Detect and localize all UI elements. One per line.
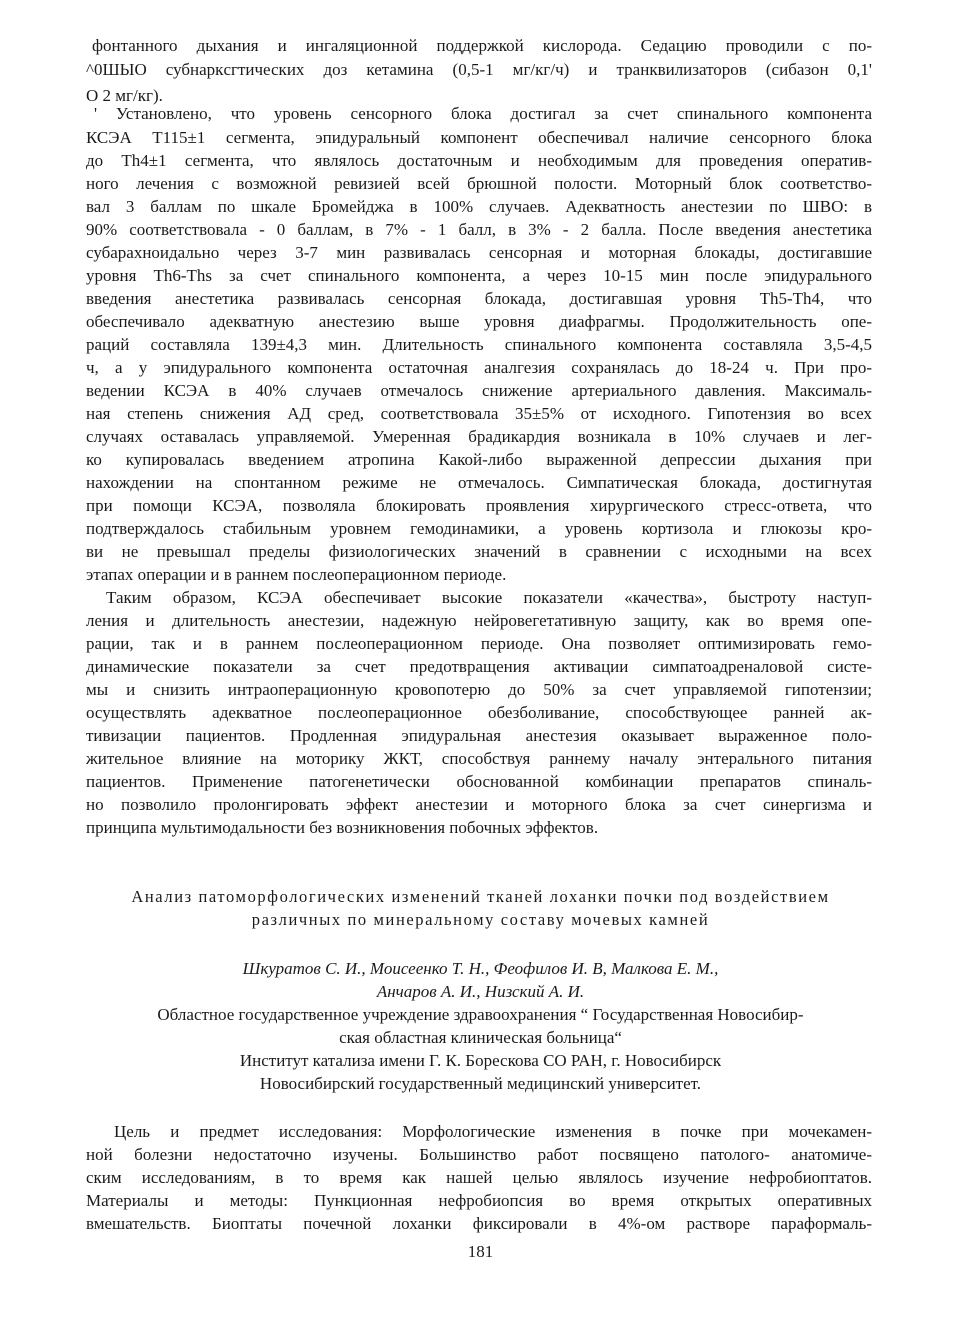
- body-text-line: динамические показатели за счет предотвращения активации симпатоадреналовой систе-: [86, 657, 872, 676]
- body-text-line: мы и снизить интраоперационную кровопотерю до 50% за счет управляемой гипотензии;: [86, 680, 872, 699]
- body-text-line: но позволило пролонгировать эффект анестезии и моторного блока за счет синергизма и: [86, 795, 872, 814]
- body-text-line: ления и длительность анестезии, надежную нейровегетативную защиту, как во время опе-: [86, 611, 872, 630]
- body-text-line: ' Установлено, что уровень сенсорного блока достигал за счет спинального компонента: [94, 104, 872, 123]
- body-text-line: подтверждалось стабильным уровнем гемодинамики, а уровень кортизола и глюкозы кро-: [86, 519, 872, 538]
- body-text-line: вал 3 баллам по шкале Бромейджа в 100% случаев. Адекватность анестезии по ШВО: в: [86, 197, 872, 216]
- body-text-line: вмешательств. Биоптаты почечной лоханки фиксировали в 4%-ом растворе параформаль-: [86, 1214, 872, 1233]
- body-text-line: пациентов. Применение патогенетически обоснованной комбинации препаратов спиналь-: [86, 772, 872, 791]
- body-text-line: Материалы и методы: Пункционная нефробиопсия во время открытых оперативных: [86, 1191, 872, 1210]
- article-title-line: различных по минеральному составу мочевых камней: [251, 910, 710, 929]
- body-text-line: Таким образом, КСЭА обеспечивает высокие показатели «качества», быстроту наступ-: [106, 588, 872, 607]
- article-title-line: Анализ патоморфологических изменений тканей лоханки почки под воздействием: [131, 887, 830, 906]
- body-text-line: ч, а у эпидурального компонента остаточная аналгезия сохранялась до 18-24 ч. При про-: [86, 358, 872, 377]
- affiliation-line: Новосибирский государственный медицинский университет.: [259, 1074, 702, 1093]
- body-text-line: ^0ШЫО субнаркcгтических доз кетамина (0,5-1 мг/кг/ч) и транквилизаторов (сибазон 0,1': [86, 60, 872, 79]
- body-text-line: 90% соответствовала - 0 баллам, в 7% - 1 балл, в 3% - 2 балла. После введения анестетика: [86, 220, 872, 239]
- body-text-line: этапах операции и в раннем послеоперационном периоде.: [86, 565, 507, 584]
- body-text-line: КСЭА Т115±1 сегмента, эпидуральный компонент обеспечивал наличие сенсорного блока: [86, 128, 872, 147]
- body-text-line: тивизации пациентов. Продленная эпидуральная анестезия оказывает выраженное поло-: [86, 726, 872, 745]
- body-text-line: ной болезни недостаточно изучены. Большинство работ посвящено патолого- анатомиче-: [86, 1145, 872, 1164]
- body-text-line: фонтанного дыхания и ингаляционной поддержкой кислорода. Седацию проводили с по-: [92, 36, 872, 55]
- body-text-line: обеспечивало адекватную анестезию выше уровня диафрагмы. Продолжительность опе-: [86, 312, 872, 331]
- body-text-line: раций составляла 139±4,3 мин. Длительность спинального компонента составляла 3,5-4,5: [86, 335, 872, 354]
- body-text-line: осуществлять адекватное послеоперационное обезболивание, способствующее ранней ак-: [86, 703, 872, 722]
- authors-line: Шкуратов С. И., Моисеенко Т. Н., Феофилов И. В, Малкова Е. М.,: [242, 959, 719, 978]
- body-text-line: субарахноидально через 3-7 мин развивалась сенсорная и моторная блокады, достигавшие: [86, 243, 872, 262]
- body-text-line: О 2 мг/кг).: [86, 86, 163, 105]
- body-text-line: ного лечения с возможной ревизией всей брюшной полости. Моторный блок соответство-: [86, 174, 872, 193]
- body-text-line: ведении КСЭА в 40% случаев отмечалось снижение артериального давления. Максималь-: [86, 381, 872, 400]
- body-text-line: ским исследованиям, в то время как нашей целью являлось изучение нефробиоптатов.: [86, 1168, 872, 1187]
- body-text-line: до Th4±1 сегмента, что являлось достаточным и необходимым для проведения оператив-: [86, 151, 872, 170]
- body-text-line: жительное влияние на моторику ЖКТ, способствуя раннему началу энтерального питания: [86, 749, 872, 768]
- authors-line: Анчаров А. И., Низский А. И.: [376, 982, 585, 1001]
- affiliation-line: ская областная клиническая больница“: [339, 1028, 622, 1047]
- body-text-line: случаях оставалась управляемой. Умеренная брадикардия возникала в 10% случаев и лег-: [86, 427, 872, 446]
- body-text-line: Цель и предмет исследования: Морфологические изменения в почке при мочекамен-: [114, 1122, 872, 1141]
- body-text-line: ко купировалась введением атропина Какой-либо выраженной депрессии дыхания при: [86, 450, 872, 469]
- body-text-line: ви не превышал пределы физиологических значений в сравнении с исходными на всех: [86, 542, 872, 561]
- body-text-line: принципа мультимодальности без возникновения побочных эффектов.: [86, 818, 599, 837]
- body-text-line: уровня Th6-Ths за счет спинального компонента, а через 10-15 мин после эпидурального: [86, 266, 872, 285]
- affiliation-line: Областное государственное учреждение здравоохранения “ Государственная Новосибир-: [157, 1005, 804, 1024]
- body-text-line: введения анестетика развивалась сенсорная блокада, достигавшая уровня Th5-Th4, что: [86, 289, 872, 308]
- page-number: 181: [467, 1242, 494, 1261]
- affiliation-line: Институт катализа имени Г. К. Борескова СО РАН, г. Новосибирск: [239, 1051, 722, 1070]
- body-text-line: ная степень снижения АД сред, соответствовала 35±5% от исходного. Гипотензия во всех: [86, 404, 872, 423]
- body-text-line: нахождении на спонтанном режиме не отмечалось. Симпатическая блокада, достигнутая: [86, 473, 872, 492]
- body-text-line: рации, так и в раннем послеоперационном периоде. Она позволяет оптимизировать гемо-: [86, 634, 872, 653]
- body-text-line: при помощи КСЭА, позволяла блокировать проявления хирургического стресс-ответа, что: [86, 496, 872, 515]
